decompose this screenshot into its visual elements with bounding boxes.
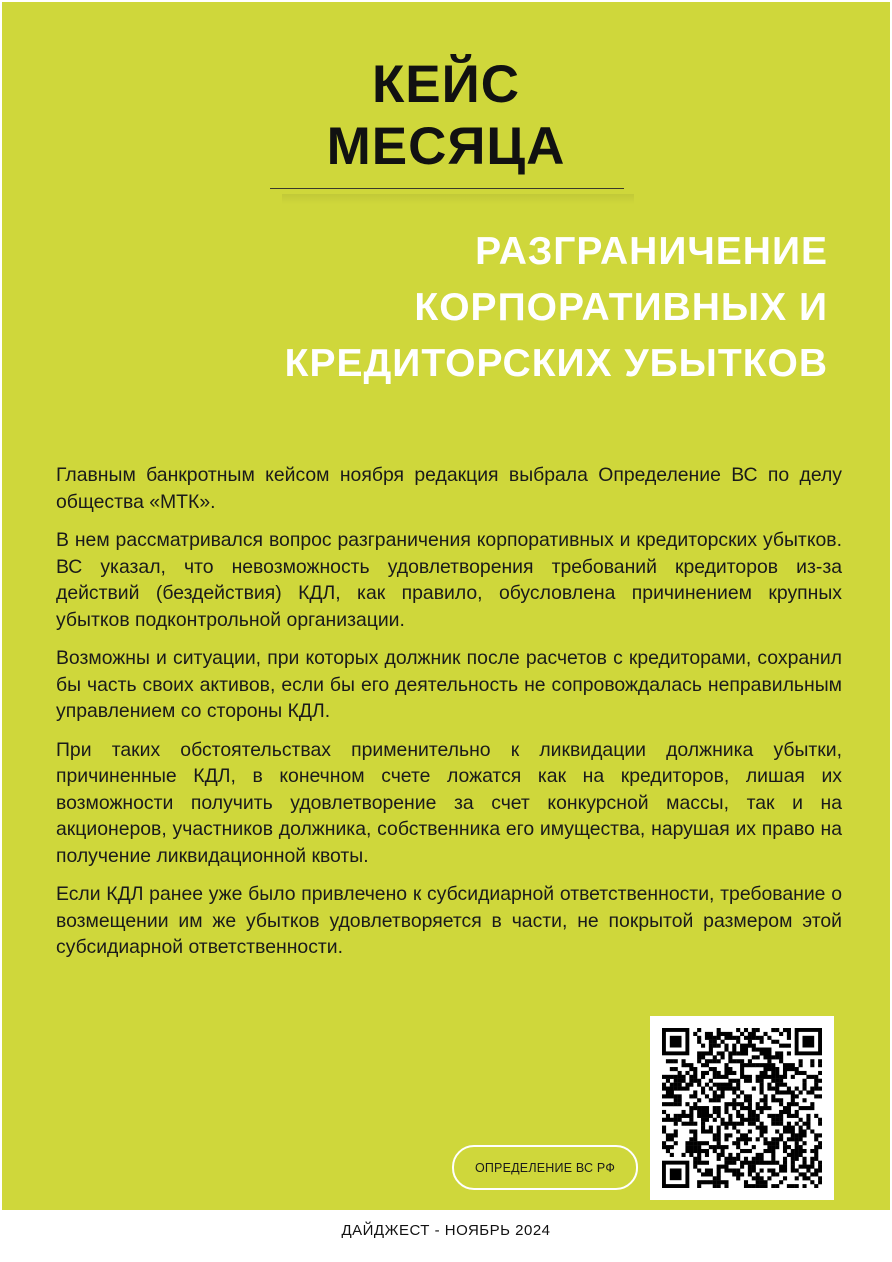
body-paragraph: Если КДЛ ранее уже было привлечено к субсидиарной ответственности, требование о возмещении им же убытков удовлетворяется в части, не покрытой размером этой субсидиарной ответственности. [56, 883, 842, 958]
page-footer: ДАЙДЖЕСТ - НОЯБРЬ 2024 [341, 1222, 551, 1239]
body-paragraph: Возможны и ситуации, при которых должник после расчетов с кредиторами, сохранил бы часть своих активов, если бы его деятельность не сопровождалась неправильным управлением со стороны КДЛ. [56, 647, 842, 722]
qr-code-icon[interactable] [650, 1016, 834, 1200]
headline-line-2: КОРПОРАТИВНЫХ И [414, 286, 828, 329]
kicker-title [2, 54, 890, 178]
qr-code-graphic [662, 1028, 822, 1188]
court-ruling-link-button[interactable]: ОПРЕДЕЛЕНИЕ ВС РФ [452, 1145, 638, 1190]
headline-line-3: КРЕДИТОРСКИХ УБЫТКОВ [284, 342, 828, 385]
title-divider [270, 188, 624, 189]
body-paragraph: При таких обстоятельствах применительно к ликвидации должника убытки, причиненные КДЛ, в конечном счете ложатся как на кредиторов, лишая их возможности получить удовлетворение за счет конкурсной массы, так и на акционеров, участников должника, собственника его имущества, нарушая их право на получение ликвидационной квоты. [56, 738, 842, 867]
article-body [56, 462, 842, 973]
body-paragraph: Главным банкротным кейсом ноября редакция выбрала Определение ВС по делу общества «МТК». [56, 464, 842, 513]
divider-shadow [282, 194, 634, 204]
page-card [2, 2, 890, 1210]
article-headline [285, 224, 828, 392]
kicker-line-1: КЕЙС [371, 55, 521, 114]
headline-line-1: РАЗГРАНИЧЕНИЕ [475, 230, 828, 273]
body-paragraph: В нем рассматривался вопрос разграничения корпоративных и кредиторских убытков. ВС указал, что невозможность удовлетворения требований кредиторов из-за действий (бездействия) КДЛ, как правило, обусловлена причинением крупных убытков подконтрольной организации. [56, 529, 842, 631]
kicker-line-2: МЕСЯЦА [326, 117, 566, 176]
